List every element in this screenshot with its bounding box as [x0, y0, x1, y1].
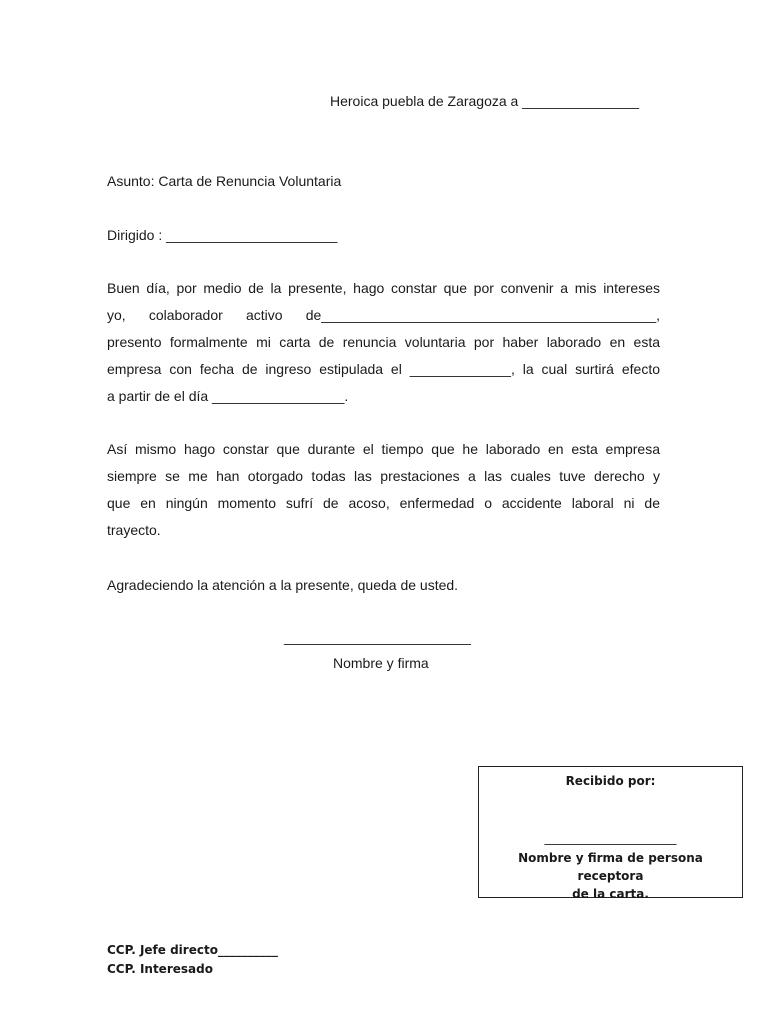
paragraph-resignation [107, 275, 660, 410]
paragraph-line: empresa con fecha de ingreso estipulada el _____________, la cual surtirá efecto [107, 361, 660, 377]
signature-label: Nombre y firma [333, 655, 429, 671]
signature-line: ________________________ [284, 629, 471, 645]
receipt-caption-line: de la carta. [572, 887, 649, 901]
paragraph-line: siempre se me han otorgado todas las prestaciones a las cuales tuve derecho y [107, 468, 660, 484]
receipt-title: Recibido por: [565, 774, 656, 788]
paragraph-line: a partir de el día _________________. [107, 388, 349, 404]
paragraph-line: Así mismo hago constar que durante el tiempo que he laborado en esta empresa [107, 441, 660, 457]
place-date-line: Heroica puebla de Zaragoza a _______________ [330, 93, 640, 109]
paragraph-line: trayecto. [107, 522, 161, 538]
paragraph-benefits [107, 436, 660, 544]
addressed-to-line: Dirigido : ______________________ [107, 227, 338, 243]
paragraph-line: que en ningún momento sufrí de acoso, enfermedad o accidente laboral ni de [107, 495, 660, 511]
cc-interested-line: CCP. Interesado [107, 962, 213, 976]
subject-line: Asunto: Carta de Renuncia Voluntaria [107, 173, 342, 189]
paragraph-line: Buen día, por medio de la presente, hago constar que por convenir a mis intereses [107, 280, 660, 296]
cc-boss-line: CCP. Jefe directo__________ [107, 943, 278, 957]
paragraph-line: presento formalmente mi carta de renuncia voluntaria por haber laborado en esta [107, 334, 660, 350]
receipt-caption-line: Nombre y firma de persona receptora [518, 851, 703, 883]
closing-line: Agradeciendo la atención a la presente, queda de usted. [107, 577, 459, 593]
paragraph-line: yo, colaborador activo de___________________________________________, [107, 307, 660, 323]
receipt-box [478, 766, 743, 901]
receipt-caption [489, 849, 732, 903]
receipt-signature-line: ______________________ [544, 831, 677, 845]
